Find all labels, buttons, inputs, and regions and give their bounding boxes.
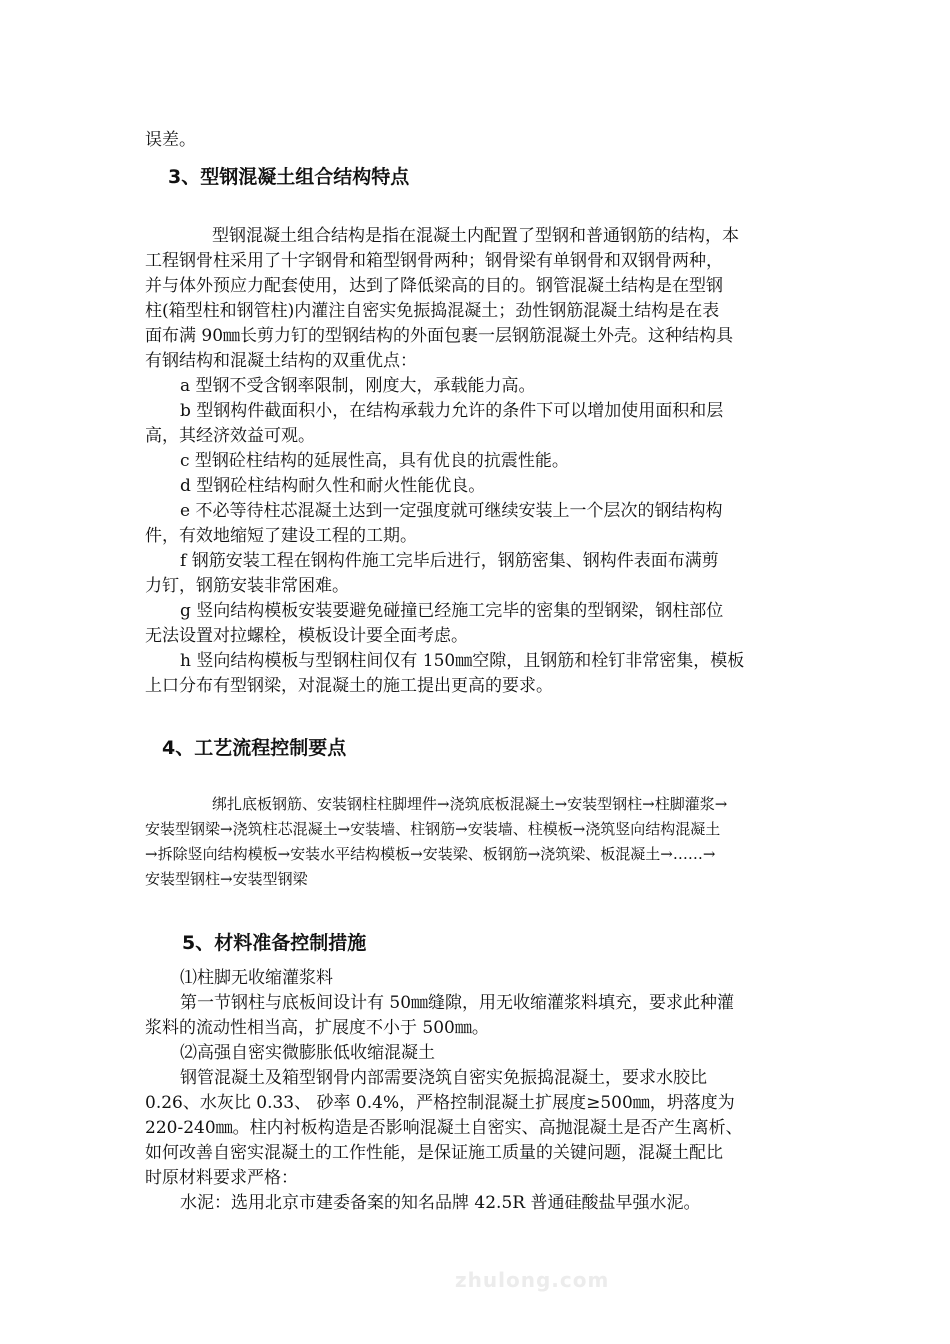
paragraph-line: 第一节钢柱与底板间设计有 50㎜缝隙，用无收缩灌浆料填充，要求此种灌 [180,993,735,1013]
list-item: b 型钢构件截面积小，在结构承载力允许的条件下可以增加使用面积和层 [180,401,724,421]
paragraph-line: 钢管混凝土及箱型钢骨内部需要浇筑自密实免振捣混凝土，要求水胶比 [180,1068,707,1088]
paragraph-line: 柱(箱型柱和钢管柱)内灌注自密实免振捣混凝土；劲性钢筋混凝土结构是在表 [145,301,720,321]
paragraph-line: 水泥：选用北京市建委备案的知名品牌 42.5R 普通硅酸盐早强水泥。 [180,1193,701,1213]
paragraph-line: 220-240㎜。柱内衬板构造是否影响混凝土自密实、高抛混凝土是否产生离析、 [145,1118,743,1138]
section-5-heading: 5、材料准备控制措施 [182,932,367,954]
subheading: ⑵高强自密实微膨胀低收缩混凝土 [180,1043,435,1063]
paragraph-line: 0.26、水灰比 0.33、 砂率 0.4%，严格控制混凝土扩展度≥500㎜，坍落度为 [145,1093,735,1113]
paragraph-line: 时原材料要求严格： [145,1168,298,1188]
section-3-heading: 3、型钢混凝土组合结构特点 [168,166,410,188]
section-4-heading: 4、工艺流程控制要点 [162,737,347,759]
list-item-continuation: 高，其经济效益可观。 [145,426,315,446]
process-flow-line: 绑扎底板钢筋、安装钢柱柱脚埋件→浇筑底板混凝土→安装型钢柱→柱脚灌浆→ [212,795,728,813]
continuation-text: 误差。 [145,130,196,150]
list-item: h 竖向结构模板与型钢柱间仅有 150㎜空隙，且钢筋和栓钉非常密集，模板 [180,651,745,671]
list-item-continuation: 件，有效地缩短了建设工程的工期。 [145,526,417,546]
list-item: g 竖向结构模板安装要避免碰撞已经施工完毕的密集的型钢梁，钢柱部位 [180,601,724,621]
list-item-continuation: 无法设置对拉螺栓，模板设计要全面考虑。 [145,626,468,646]
process-flow-line: 安装型钢梁→浇筑柱芯混凝土→安装墙、柱钢筋→安装墙、柱模板→浇筑竖向结构混凝土 [145,820,721,838]
paragraph-line: 浆料的流动性相当高，扩展度不小于 500㎜。 [145,1018,489,1038]
process-flow-line: 安装型钢柱→安装型钢梁 [145,870,308,888]
list-item: d 型钢砼柱结构耐久性和耐火性能优良。 [180,476,486,496]
list-item: e 不必等待柱芯混凝土达到一定强度就可继续安装上一个层次的钢结构构 [180,501,723,521]
paragraph-line: 型钢混凝土组合结构是指在混凝土内配置了型钢和普通钢筋的结构，本 [212,226,739,246]
list-item: a 型钢不受含钢率限制，刚度大，承载能力高。 [180,376,536,396]
paragraph-line: 有钢结构和混凝土结构的双重优点： [145,351,417,371]
paragraph-line: 面布满 90㎜长剪力钉的型钢结构的外面包裹一层钢筋混凝土外壳。这种结构具 [145,326,734,346]
subheading: ⑴柱脚无收缩灌浆料 [180,968,333,988]
list-item-continuation: 力钉，钢筋安装非常困难。 [145,576,349,596]
paragraph-line: 工程钢骨柱采用了十字钢骨和箱型钢骨两种；钢骨梁有单钢骨和双钢骨两种， [145,251,723,271]
list-item-continuation: 上口分布有型钢梁，对混凝土的施工提出更高的要求。 [145,676,553,696]
watermark: zhulong.com [455,1268,610,1292]
paragraph-line: 如何改善自密实混凝土的工作性能，是保证施工质量的关键问题，混凝土配比 [145,1143,723,1163]
process-flow-line: →拆除竖向结构模板→安装水平结构模板→安装梁、板钢筋→浇筑梁、板混凝土→……→ [145,845,716,863]
list-item: c 型钢砼柱结构的延展性高，具有优良的抗震性能。 [180,451,569,471]
list-item: f 钢筋安装工程在钢构件施工完毕后进行，钢筋密集、钢构件表面布满剪 [180,551,719,571]
paragraph-line: 并与体外预应力配套使用，达到了降低梁高的目的。钢管混凝土结构是在型钢 [145,276,723,296]
